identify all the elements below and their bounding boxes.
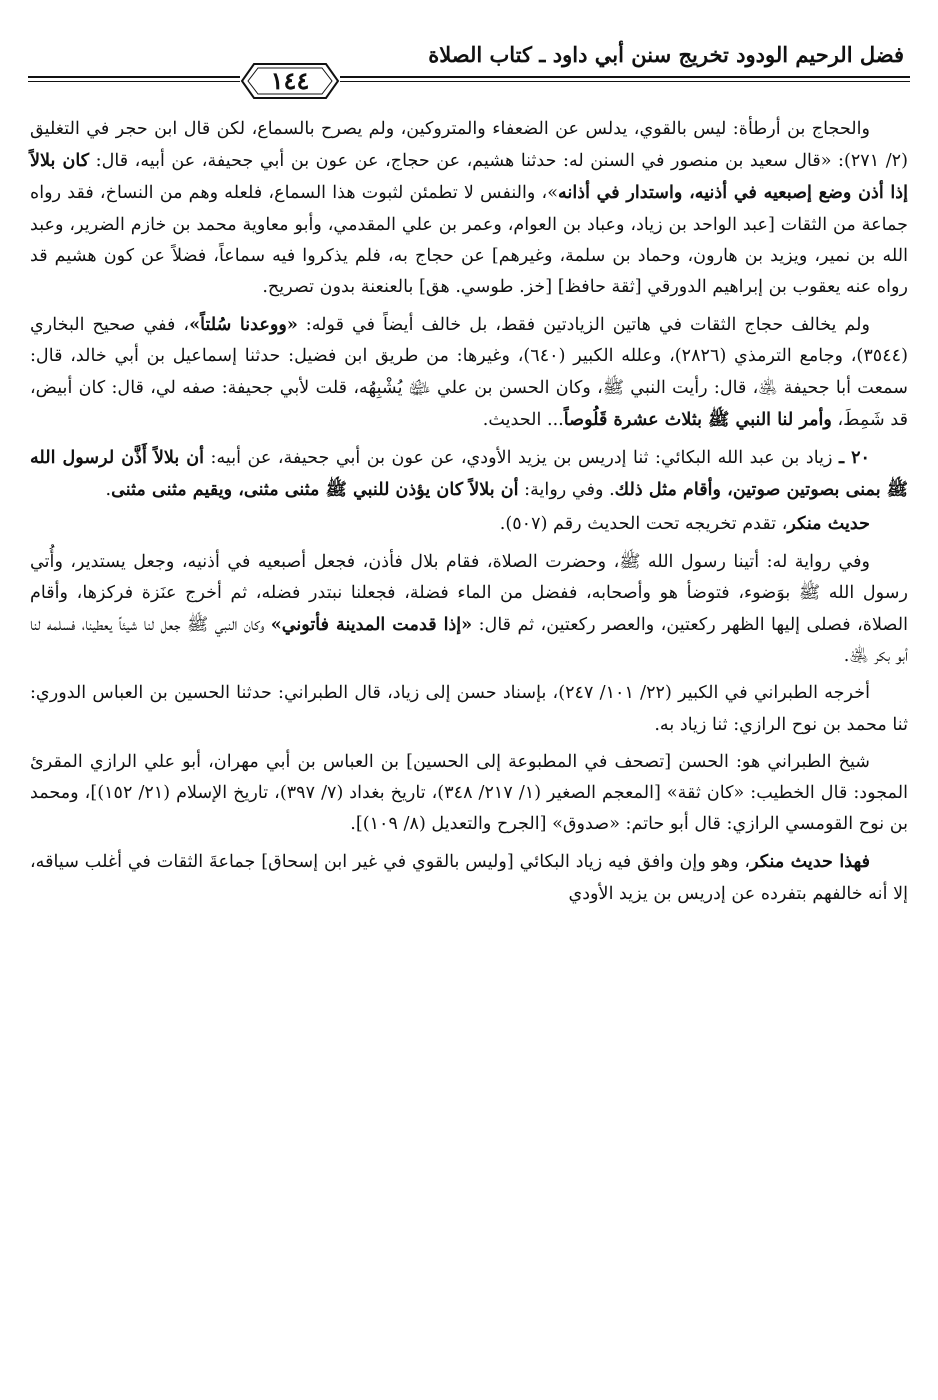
bold-text-segment: «إذا قدمت المدينة فأتوني» xyxy=(270,614,473,636)
text-segment: أخرجه الطبراني في الكبير (٢٢/ ١٠١/ ٢٤٧)، بإسناد حسن إلى زياد، قال الطبراني: حدثنا الحسين بن العباس الدوري: ثنا محمد بن نوح الرازي: ثنا زياد به. xyxy=(30,683,908,735)
bold-text-segment: أن بلالاً كان يؤذن للنبي ﷺ مثنى مثنى، ويقيم مثنى مثنى xyxy=(111,479,519,501)
paragraph xyxy=(30,846,908,909)
paragraph xyxy=(30,547,908,673)
bold-text-segment: أن بلالاً أَذَّن لرسول الله ﷺ بمنى بصوتين صوتين، وأقام مثل ذلك xyxy=(30,447,908,501)
page-number: ١٤٤ xyxy=(270,66,310,95)
bold-text-segment: حديث منكر xyxy=(787,513,870,535)
text-segment: زياد بن عبد الله البكائي: ثنا إدريس بن يزيد الأودي، عن عون بن أبي جحيفة، عن أبيه: xyxy=(204,448,839,469)
text-segment: وكان النبي ﷺ جعل لنا شيئاً يعطينا، فسلمه لنا أبو بكر ﵁. xyxy=(30,615,908,667)
running-title: فضل الرحيم الودود تخريج سنن أبي داود ـ كتاب الصلاة xyxy=(428,42,904,67)
paragraph xyxy=(30,678,908,740)
bold-text-segment: «ووعدنا سُلتاً» xyxy=(189,314,298,336)
text-segment: »، والنفس لا تطمئن لثبوت هذا السماع، فلعله وهم من النساخ، فقد رواه جماعة من الثقات [عبد الواحد بن زياد، وعباد بن العوام، وعمر بن علي المقدمي، وأبو معاوية محمد بن خازم الضرير، وعبد الله بن نمير، ويزيد بن هارون، وحماد بن سلمة، وغيرهم] عن حجاج به، فلم يذكروا فيه سماعاً، فضلاً عن كون هشيم قد رواه عنه يعقوب بن إبراهيم الدورقي [ثقة حافظ] [خز. طوسي. هق] بالعنعنة بدون تصريح. xyxy=(30,183,908,298)
text-segment: . xyxy=(105,480,112,501)
text-segment: وفي رواية له: أتينا رسول الله ﷺ، وحضرت الصلاة، فقام بلال فأذن، فجعل أصبعيه في أذنيه، وجعل يستدير، وأُتي رسول الله ﷺ بوَضوء، فتوضأ هو وأصحابه، ففضل من الماء فضلة، فجعلنا نبتدر فضله، ثم أخرج عنَزة فركزها، وأقام الصلاة، فصلى إليها الظهر ركعتين، والعصر ركعتين، ثم قال: xyxy=(30,551,908,636)
header-rule xyxy=(28,76,910,78)
text-segment: . وفي رواية: xyxy=(518,480,615,501)
paragraph xyxy=(30,747,908,841)
bold-text-segment: كان بلالاً إذا أذن وضع إصبعيه في أذنيه، واستدار في أذانه xyxy=(30,150,909,204)
text-segment: ، تقدم تخريجه تحت الحديث رقم (٥٠٧). xyxy=(499,514,788,535)
paragraph xyxy=(30,442,908,506)
text-segment: ، وهو وإن وافق فيه زياد البكائي [وليس بالقوي في غير ابن إسحاق] جماعةَ الثقات في أغلب سياقه، إلا أنه خالفهم بتفرده عن إدريس بن يزيد الأودي xyxy=(30,852,908,904)
paragraph xyxy=(30,508,908,540)
page-number-badge xyxy=(240,60,340,102)
bold-text-segment: فهذا حديث منكر xyxy=(750,851,870,873)
paragraph xyxy=(30,309,908,436)
bold-text-segment: ٢٠ ـ xyxy=(838,447,870,469)
header-rule-thin xyxy=(28,81,910,82)
text-segment: شيخ الطبراني هو: الحسن [تصحف في المطبوعة إلى الحسين] بن العباس بن أبي مهران، أبو علي الرازي المقرئ المجود: قال الخطيب: «كان ثقة» [المعجم الصغير (١/ ٢١٧/ ٣٤٨)، تاريخ بغداد (٧/ ٣٩٧)، تاريخ الإسلام (٢١/ ١٥٢)]، ومحمد بن نوح القومسي الرازي: قال أبو حاتم: «صدوق» [الجرح والتعديل (٨/ ١٠٩)]. xyxy=(30,751,908,835)
paragraph xyxy=(30,114,908,303)
page-header xyxy=(28,38,910,108)
text-segment: ... الحديث. xyxy=(482,409,564,430)
main-text xyxy=(30,114,908,916)
text-segment: ، ففي صحيح البخاري (٣٥٤٤)، وجامع الترمذي (٢٨٢٦)، وعلله الكبير (٦٤٠)، وغيرها: من طريق ابن فضيل: حدثنا إسماعيل بن أبي خالد، قال: سمعت أبا جحيفة ﵁، قال: رأيت النبي ﷺ، وكان الحسن بن علي ﵉ يُشْبِهُه، قلت لأبي جحيفة: صفه لي، قال: كان أبيض، قد شَمِطَ، xyxy=(30,315,908,430)
text-segment: والحجاج بن أرطأة: ليس بالقوي، يدلس عن الضعفاء والمتروكين، ولم يصرح بالسماع، لكن قال ابن حجر في التغليق (٢/ ٢٧١): «قال سعيد بن منصور في السنن له: حدثنا هشيم، عن حجاج، عن عون بن أبي جحيفة، عن أبيه، قال: xyxy=(30,119,908,172)
text-segment: ولم يخالف حجاج الثقات في هاتين الزيادتين فقط، بل خالف أيضاً في قوله: xyxy=(297,315,870,336)
bold-text-segment: وأمر لنا النبي ﷺ بثلاث عشرة قَلُوصاً xyxy=(563,408,832,430)
